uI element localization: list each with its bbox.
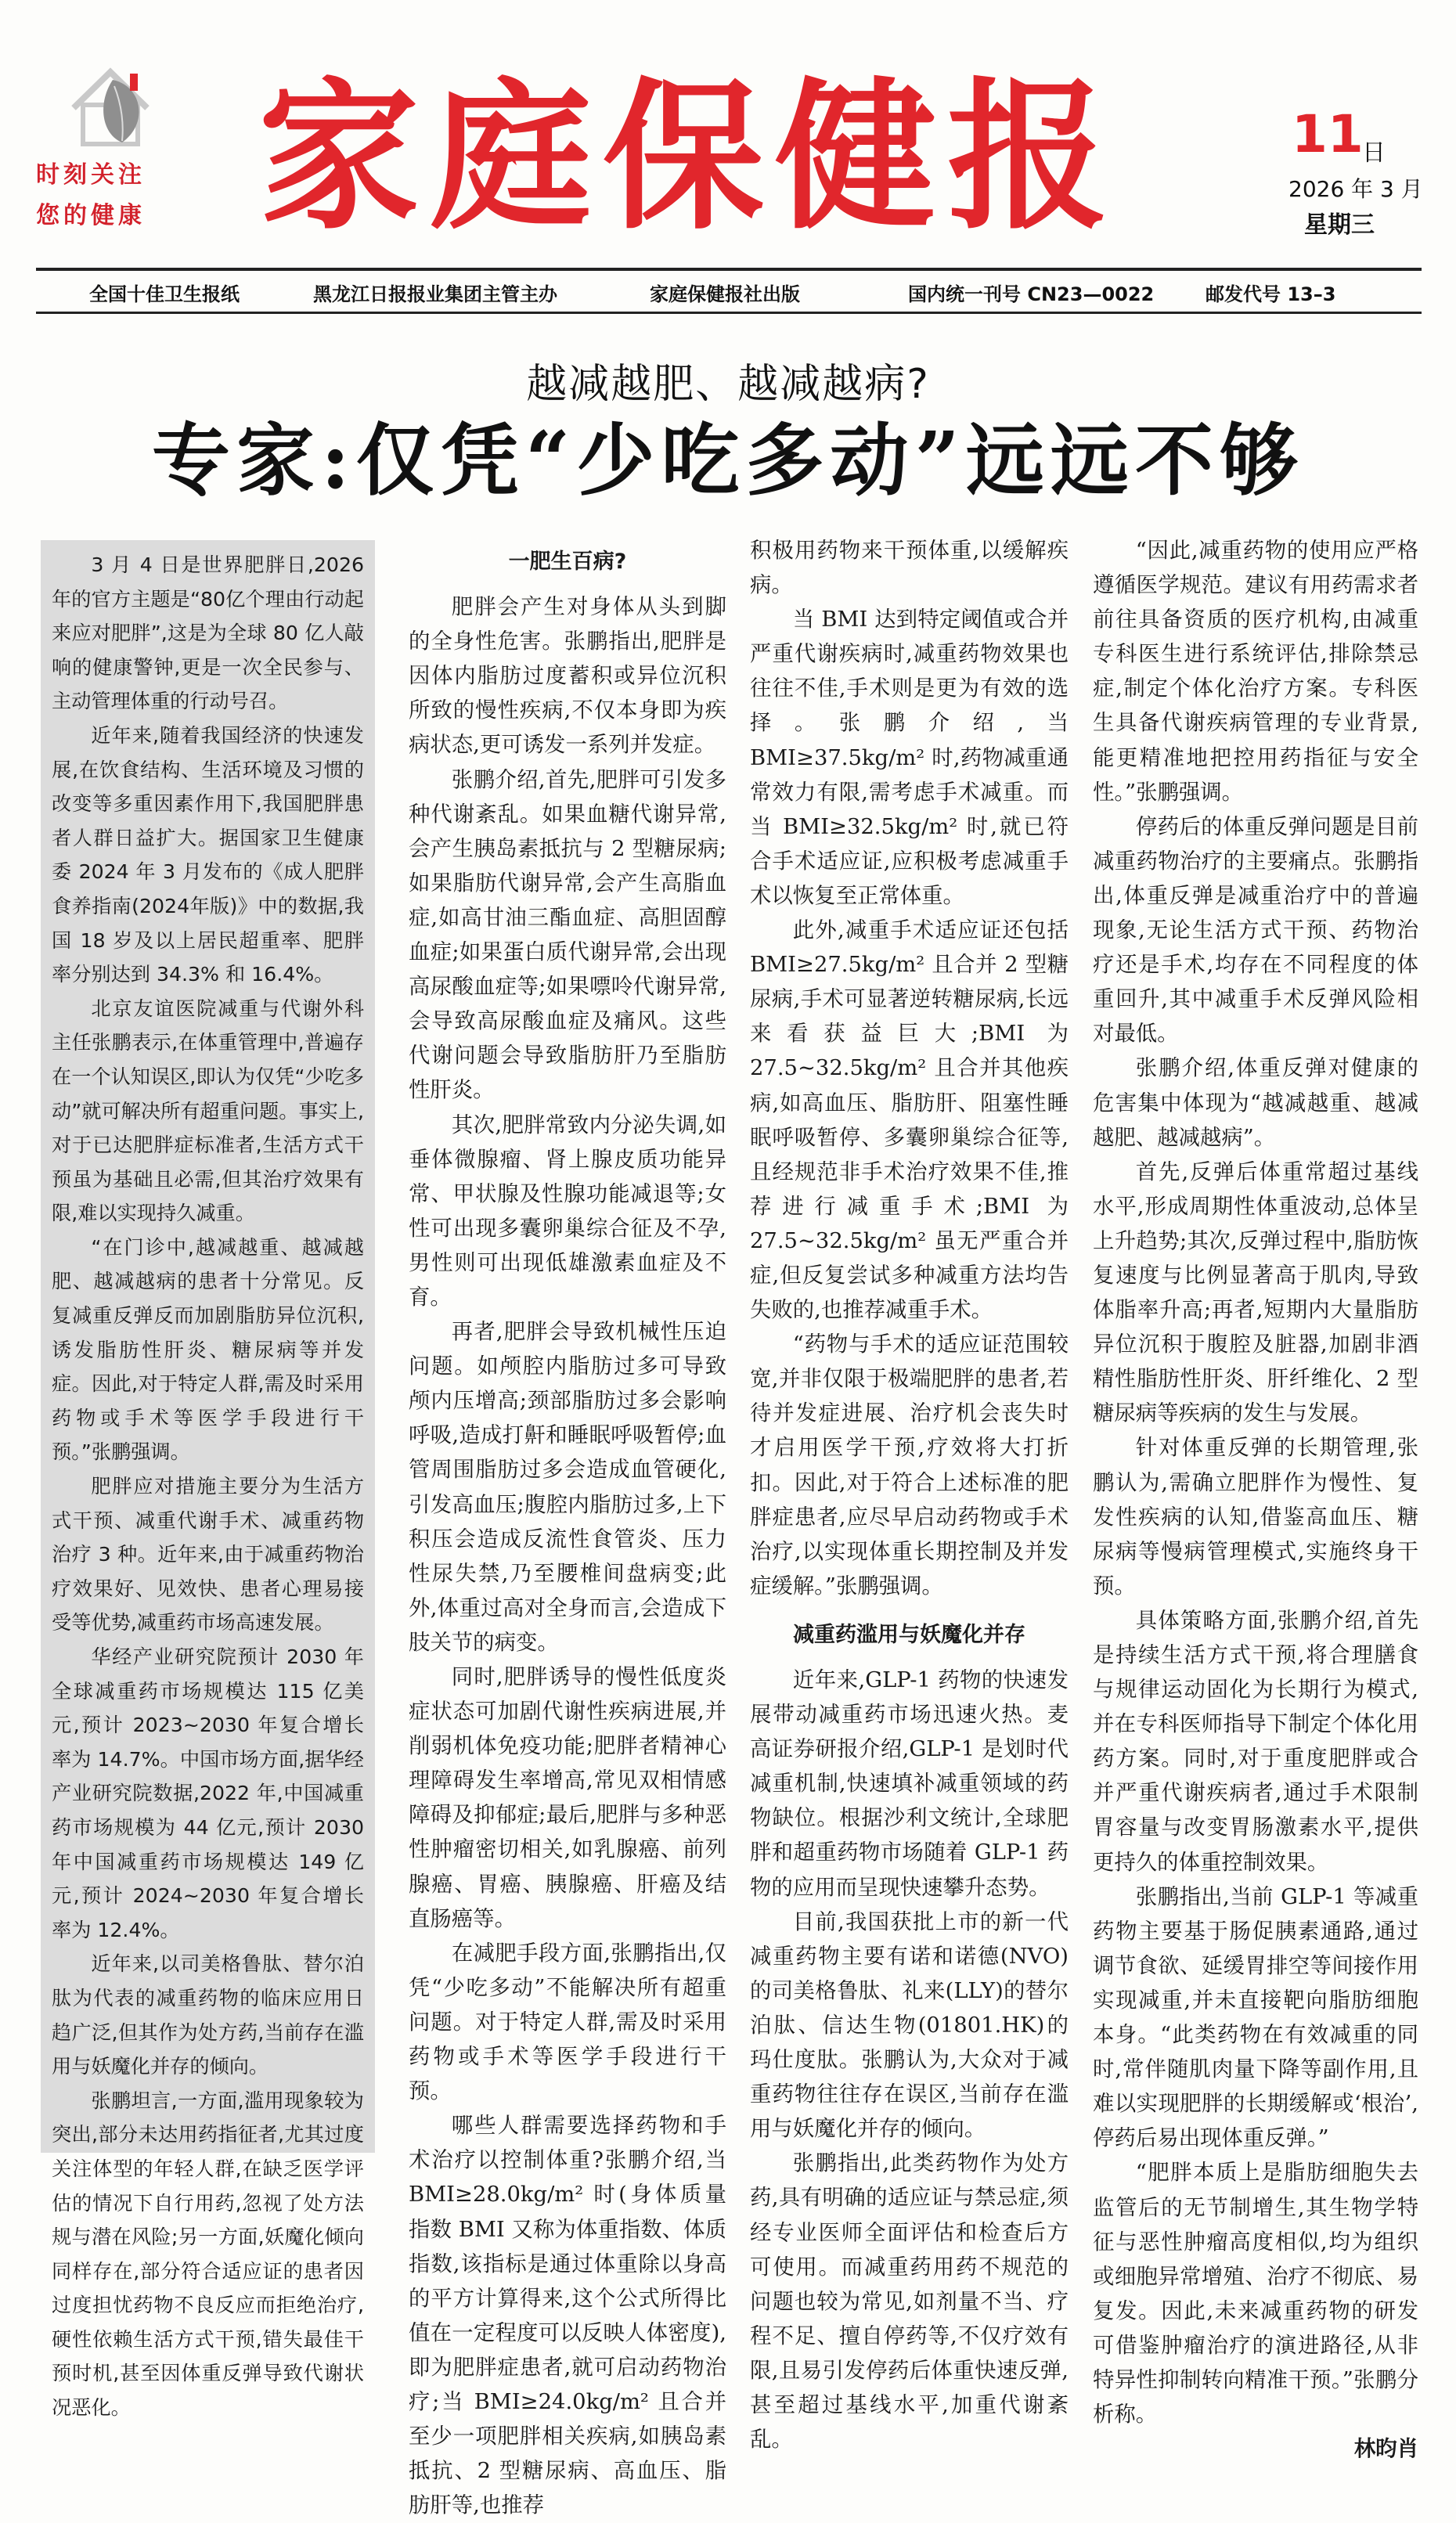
info-publisher: 家庭保健报社出版 xyxy=(650,283,800,305)
paragraph: 近年来,随着我国经济的快速发展,在饮食结构、生活环境及习惯的改变等多重因素作用下,我国肥胖患者人群日益扩大。据国家卫生健康委 2024 年 3 月发布的《成人肥胖食养指南(2024年版)》中的数据,我国 18 岁及以上居民超重率、肥胖率分别达到 34.3% 和 16.4%。 xyxy=(52,723,364,986)
paragraph: 张鹏坦言,一方面,滥用现象较为突出,部分未达用药指征者,尤其过度关注体型的年轻人群,在缺乏医学评估的情况下自行用药,忽视了处方法规与潜在风险;另一方面,妖魔化倾向同样存在,部分符合适应证的患者因过度担忧药物不良反应而拒绝治疗,硬性依赖生活方式干预,错失最佳干预时机,甚至因体重反弹导致代谢状况恶化。 xyxy=(52,2089,364,2420)
paragraph: 针对体重反弹的长期管理,张鹏认为,需确立肥胖作为慢性、复发性疾病的认知,借鉴高血压、糖尿病等慢病管理模式,实施终身干预。 xyxy=(1093,1436,1418,1599)
paragraph: 同时,肥胖诱导的慢性低度炎症状态可加剧代谢性疾病进展,并削弱机体免疫功能;肥胖者精神心理障碍发生率增高,常见双相情感障碍及抑郁症;最后,肥胖与多种恶性肿瘤密切相关,如乳腺癌、前列腺癌、胃癌、胰腺癌、肝癌及结直肠癌等。 xyxy=(409,1665,726,1931)
paragraph: 停药后的体重反弹问题是目前减重药物治疗的主要痛点。张鹏指出,体重反弹是减重治疗中的普遍现象,无论生活方式干预、药物治疗还是手术,均存在不同程度的体重回升,其中减重手术反弹风险相对最低。 xyxy=(1093,814,1418,1047)
issue-day-unit: 日 xyxy=(1362,139,1386,167)
paragraph: 张鹏指出,当前 GLP-1 等减重药物主要基于肠促胰素通路,通过调节食欲、延缓胃排空等间接作用实现减重,并未直接靶向脂肪细胞本身。“此类药物在有效减重的同时,常伴随肌肉量下降等副作用,且难以实现肥胖的长期缓解或‘根治’,停药后易出现体重反弹。” xyxy=(1093,1884,1418,2151)
paragraph: 近年来,GLP-1 药物的快速发展带动减重药市场迅速火热。麦高证券研报介绍,GLP-1 是划时代减重机制,快速填补减重领域的药物缺位。根据沙利文统计,全球肥胖和超重药物市场随着 GLP-1 药物的应用而呈现快速攀升态势。 xyxy=(750,1668,1069,1900)
paragraph: 华经产业研究院预计 2030 年全球减重药市场规模达 115 亿美元,预计 2023~2030 年复合增长率为 14.7%。中国市场方面,据华经产业研究院数据,2022 年,中国减重药市场规模为 44 亿元,预计 2030 年中国减重药市场规模达 149 亿元,预计 2024~2030 年复合增长率为 12.4%。 xyxy=(52,1645,364,1941)
paragraph: 其次,肥胖常致内分泌失调,如垂体微腺瘤、肾上腺皮质功能异常、甲状腺及性腺功能减退等;女性可出现多囊卵巢综合征及不孕,男性则可出现低雄激素血症及不育。 xyxy=(409,1112,726,1310)
paragraph: 此外,减重手术适应证还包括 BMI≥27.5kg/m² 且合并 2 型糖尿病,手术可显著逆转糖尿病,长远来看获益巨大;BMI 为 27.5~32.5kg/m² 且合并其他疾病,如高血压、脂肪肝、阻塞性睡眠呼吸暂停、多囊卵巢综合征等,且经规范非手术治疗效果不佳,推荐进行减重手术;BMI 为 27.5~32.5kg/m² 虽无严重合并症,但反复尝试多种减重方法均告失败的,也推荐减重手术。 xyxy=(750,918,1069,1323)
paragraph: 张鹏指出,此类药物作为处方药,具有明确的适应证与禁忌症,须经专业医师全面评估和检查后方可使用。而减重药用药不规范的问题也较为常见,如剂量不当、疗程不足、擅自停药等,不仅疗效有限,且易引发停药后体重快速反弹,甚至超过基线水平,加重代谢紊乱。 xyxy=(750,2151,1069,2453)
masthead-rule-top xyxy=(36,268,1422,271)
body-column-2 xyxy=(409,540,726,2523)
paragraph: 目前,我国获批上市的新一代减重药物主要有诺和诺德(NVO)的司美格鲁肽、礼来(LLY)的替尔泊肽、信达生物(01801.HK)的玛仕度肽。张鹏认为,大众对于减重药物往往存在误区,当前存在滥用与妖魔化并存的倾向。 xyxy=(750,1909,1069,2142)
issue-weekday: 星期三 xyxy=(1304,211,1375,239)
paragraph: 哪些人群需要选择药物和手术治疗以控制体重?张鹏介绍,当 BMI≥28.0kg/m² 时(身体质量指数 BMI 又称为体重指数、体质指数,该指标是通过体重除以身高的平方计算得来,这个公式所得比值在一定程度可以反映人体密度),即为肥胖症患者,就可启动药物治疗;当 BMI≥24.0kg/m² 且合并至少一项肥胖相关疾病,如胰岛素抵抗、2 型糖尿病、高血压、脂肪肝等,也推荐 xyxy=(409,2114,726,2518)
paragraph: 在减肥手段方面,张鹏指出,仅凭“少吃多动”不能解决所有超重问题。对于特定人群,需及时采用药物或手术等医学手段进行干预。 xyxy=(409,1941,726,2104)
paragraph: 张鹏介绍,体重反弹对健康的危害集中体现为“越减越重、越减越肥、越减越病”。 xyxy=(1093,1056,1418,1150)
publication-info-bar xyxy=(36,276,1422,308)
masthead-rule-bottom xyxy=(36,312,1422,314)
paragraph: “因此,减重药物的使用应严格遵循医学规范。建议有用药需求者前往具备资质的医疗机构,由减重专科医生进行系统评估,排除禁忌症,制定个体化治疗方案。专科医生具备代谢疾病管理的专业背景,能更精准地把控用药指征与安全性。”张鹏强调。 xyxy=(1093,539,1418,805)
house-leaf-logo-icon xyxy=(67,63,153,149)
info-award: 全国十佳卫生报纸 xyxy=(89,283,240,305)
paragraph: 当 BMI 达到特定阈值或合并严重代谢疾病时,减重药物效果也往往不佳,手术则是更为有效的选择。张鹏介绍,当 BMI≥37.5kg/m² 时,药物减重通常效力有限,需考虑手术减重。而当 BMI≥32.5kg/m² 时,就已符合手术适应证,应积极考虑减重手术以恢复至正常体重。 xyxy=(750,607,1069,908)
paragraph: “药物与手术的适应证范围较宽,并非仅限于极端肥胖的患者,若待并发症进展、治疗机会丧失时才启用医学干预,疗效将大打折扣。因此,对于符合上述标准的肥胖症患者,应尽早启动药物或手术治疗,以实现体重长期控制及并发症缓解。”张鹏强调。 xyxy=(750,1332,1069,1599)
paragraph: 首先,反弹后体重常超过基线水平,形成周期性体重波动,总体呈上升趋势;其次,反弹过程中,脂肪恢复速度与比例显著高于肌肉,导致体脂率升高;再者,短期内大量脂肪异位沉积于腹腔及脏器,加剧非酒精性脂肪性肝炎、肝纤维化、2 型糖尿病等疾病的发生与发展。 xyxy=(1093,1159,1418,1426)
paragraph: 北京友谊医院减重与代谢外科主任张鹏表示,在体重管理中,普遍存在一个认知误区,即认为仅凭“少吃多动”就可解决所有超重问题。事实上,对于已达肥胖症标准者,生活方式干预虽为基础且必需,但其治疗效果有限,难以实现持久减重。 xyxy=(52,997,364,1225)
paragraph: 3 月 4 日是世界肥胖日,2026 年的官方主题是“80亿个理由行动起来应对肥胖”,这是为全球 80 亿人敲响的健康警钟,更是一次全民参与、主动管理体重的行动号召。 xyxy=(52,553,364,713)
body-column-4 xyxy=(1093,534,1418,2467)
author-byline: 林昀肖 xyxy=(1353,2437,1418,2462)
paragraph: “肥胖本质上是脂肪细胞失去监管后的无节制增生,其生物学特征与恶性肿瘤高度相似,均为组织或细胞异常增殖、治疗不彻底、易复发。因此,未来减重药物的研发可借鉴肿瘤治疗的演进路径,从非特异性抑制转向精准干预。”张鹏分析称。 xyxy=(1093,2161,1418,2427)
info-sponsor: 黑龙江日报报业集团主管主办 xyxy=(313,283,557,305)
paragraph: “在门诊中,越减越重、越减越肥、越减越病的患者十分常见。反复减重反弹反而加剧脂肪异位沉积,诱发脂肪性肝炎、糖尿病等并发症。因此,对于特定人群,需及时采用药物或手术等医学手段进行干预。”张鹏强调。 xyxy=(52,1235,364,1464)
issue-day: 11 xyxy=(1292,104,1364,164)
paragraph: 肥胖会产生对身体从头到脚的全身性危害。张鹏指出,肥胖是因体内脂肪过度蓄积或异位沉积所致的慢性疾病,不仅本身即为疾病状态,更可诱发一系列并发症。 xyxy=(409,595,726,758)
paragraph: 近年来,以司美格鲁肽、替尔泊肽为代表的减重药物的临床应用日趋广泛,但其作为处方药,当前存在滥用与妖魔化并存的倾向。 xyxy=(52,1952,364,2078)
paragraph: 具体策略方面,张鹏介绍,首先是持续生活方式干预,将合理膳食与规律运动固化为长期行为模式,并在专科医师指导下制定个体化用药方案。同时,对于重度肥胖或合并严重代谢疾病者,通过手术限制胃容量与改变胃肠激素水平,提供更持久的体重控制效果。 xyxy=(1093,1608,1418,1875)
slogan-line-1: 时刻关注 xyxy=(36,161,146,189)
info-postal-code: 邮发代号 13–3 xyxy=(1206,283,1336,305)
section-heading: 一肥生百病? xyxy=(508,550,627,574)
paragraph: 积极用药物来干预体重,以缓解疾病。 xyxy=(750,539,1069,598)
section-heading: 减重药滥用与妖魔化并存 xyxy=(793,1622,1025,1647)
body-column-3 xyxy=(750,534,1069,2457)
issue-month: 2026 年 3 月 xyxy=(1288,176,1423,202)
slogan-line-2: 您的健康 xyxy=(36,202,146,229)
info-issn: 国内统一刊号 CN23—0022 xyxy=(908,283,1155,305)
article-kicker: 越减越肥、越减越病? xyxy=(526,361,930,408)
article-headline: 专家:仅凭“少吃多动”远远不够 xyxy=(152,414,1304,506)
lead-column xyxy=(41,540,375,2420)
paragraph: 张鹏介绍,首先,肥胖可引发多种代谢紊乱。如果血糖代谢异常,会产生胰岛素抵抗与 2 型糖尿病;如果脂肪代谢异常,会产生高脂血症,如高甘油三酯血症、高胆固醇血症;如果蛋白质代谢异常,会出现高尿酸血症等;如果嘌呤代谢异常,会导致高尿酸血症及痛风。这些代谢问题会导致脂肪肝乃至脂肪性肝炎。 xyxy=(409,767,726,1103)
paragraph: 再者,肥胖会导致机械性压迫问题。如颅腔内脂肪过多可导致颅内压增高;颈部脂肪过多会影响呼吸,造成打鼾和睡眠呼吸暂停;血管周围脂肪过多会造成血管硬化,引发高血压;腹腔内脂肪过多,上下积压会造成反流性食管炎、压力性尿失禁,乃至腰椎间盘病变;此外,体重过高对全身而言,会造成下肢关节的病变。 xyxy=(409,1320,726,1655)
paragraph: 肥胖应对措施主要分为生活方式干预、减重代谢手术、减重药物治疗 3 种。近年来,由于减重药物治疗效果好、见效快、患者心理易接受等优势,减重药市场高速发展。 xyxy=(52,1475,364,1635)
paper-name: 家庭保健报 xyxy=(258,62,1120,251)
slogan xyxy=(36,155,193,236)
